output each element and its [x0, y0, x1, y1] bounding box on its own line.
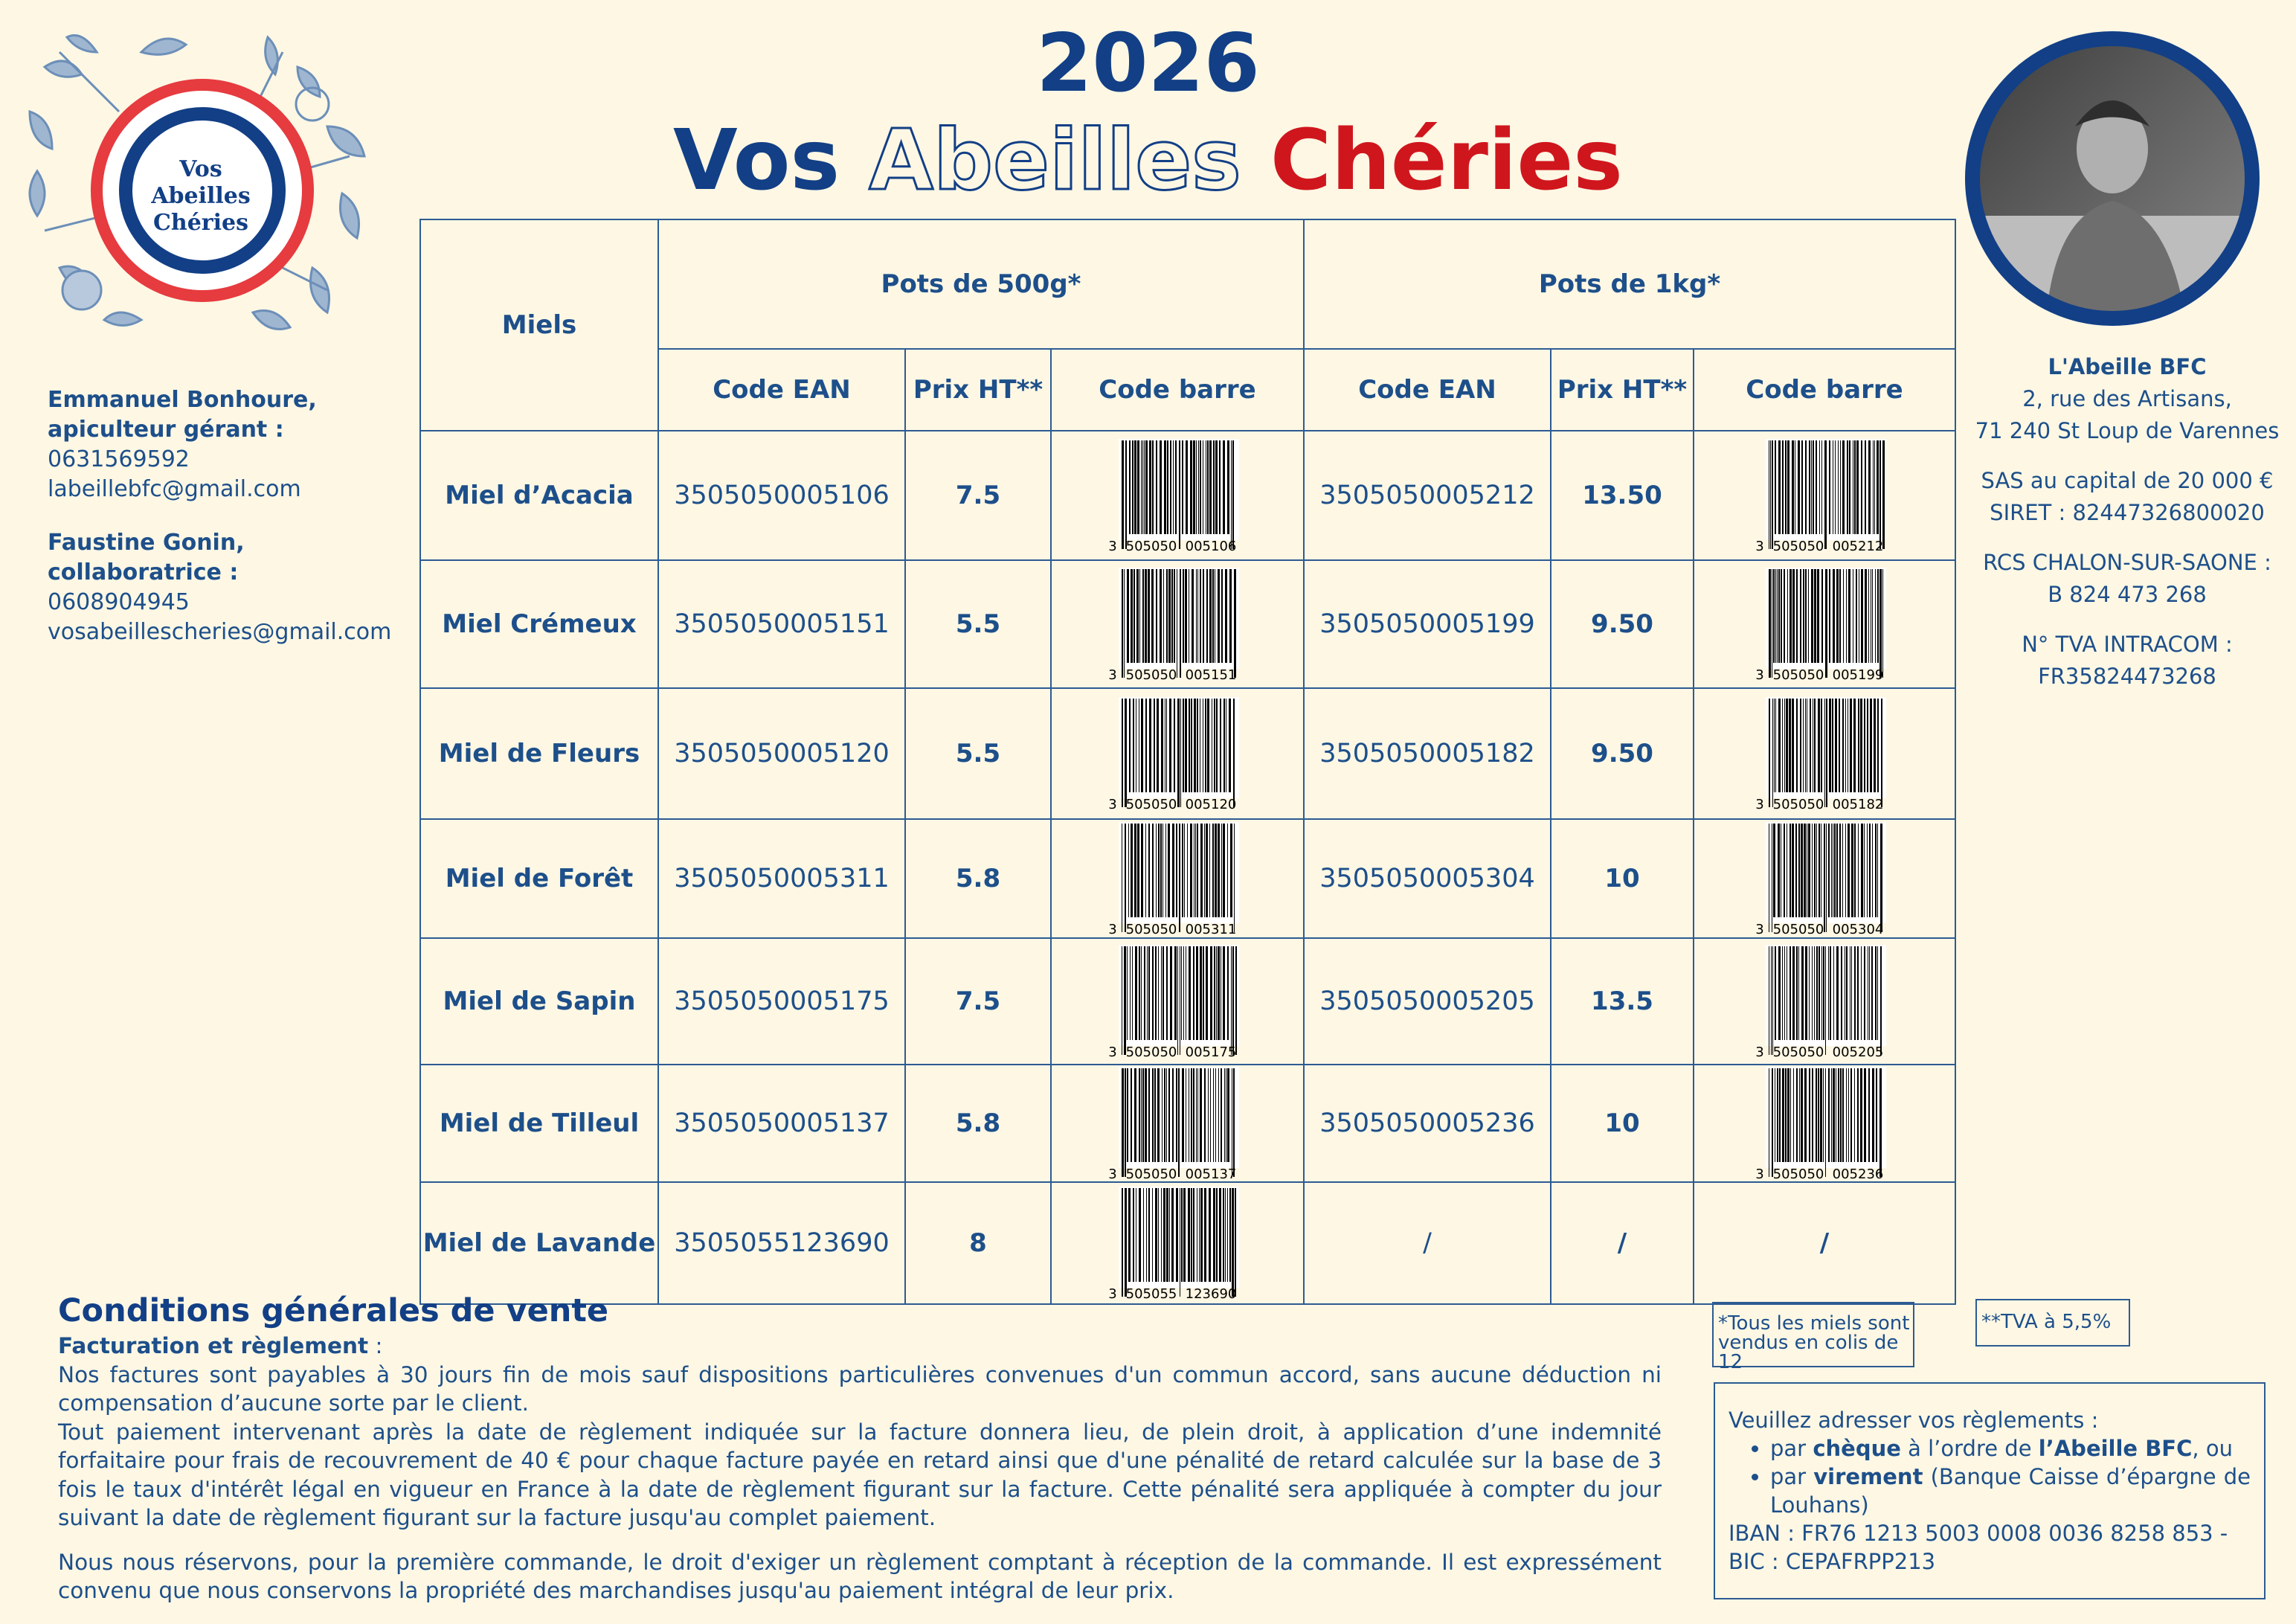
barcode-icon: [1107, 945, 1248, 1058]
barcode-icon: [1107, 568, 1248, 681]
payment-bic: BIC : CEPAFRPP213: [1729, 1549, 1936, 1574]
company-rcs: RCS CHALON-SUR-SAONE :: [1983, 550, 2271, 575]
cgv-title: Conditions générales de vente: [58, 1292, 609, 1329]
company-address: 71 240 St Loup de Varennes: [1975, 418, 2280, 443]
barcode-icon: [1107, 1067, 1248, 1180]
barcode-1kg: [1694, 819, 1955, 938]
barcode-icon: [1754, 945, 1895, 1058]
honey-name: Miel de Fleurs: [420, 688, 658, 819]
barcode-500g: [1051, 938, 1304, 1065]
contact-phone[interactable]: 0631569592: [48, 446, 190, 472]
barcode-digits: 505050: [1772, 539, 1824, 552]
col-ean: Code EAN: [658, 349, 905, 431]
barcode-icon: [1754, 439, 1895, 552]
price-1kg: 10: [1551, 1065, 1694, 1182]
barcode-1kg: [1694, 1065, 1955, 1182]
barcode-digits: 505050: [1772, 1166, 1824, 1180]
barcode-1kg: /: [1694, 1182, 1955, 1304]
honey-name: Miel Crémeux: [420, 560, 658, 688]
note-tva: **TVA à 5,5%: [1975, 1299, 2130, 1347]
barcode-digits: 505050: [1125, 539, 1177, 552]
contact-block: [48, 385, 317, 504]
table-row: [420, 938, 1955, 1065]
barcode-digits: 005182: [1832, 797, 1884, 810]
contact-email[interactable]: vosabeillescheries@gmail.com: [48, 619, 392, 645]
barcode-digits: 005236: [1832, 1166, 1884, 1180]
barcode-icon: [1754, 1067, 1895, 1180]
note-colis: *Tous les miels sont vendus en colis de 12: [1712, 1302, 1914, 1367]
barcode-icon: [1754, 822, 1895, 935]
price-500g: 5.8: [905, 819, 1051, 938]
title-part: Vos: [673, 112, 840, 209]
col-miels: Miels: [420, 219, 658, 431]
company-tva: N° TVA INTRACOM :: [2022, 632, 2233, 657]
contact-phone[interactable]: 0608904945: [48, 589, 190, 615]
contact-name: Emmanuel Bonhoure,: [48, 387, 317, 413]
barcode-digits: 005212: [1832, 539, 1884, 552]
col-ean: Code EAN: [1304, 349, 1551, 431]
barcode-digits: 3: [1108, 1044, 1117, 1058]
company-name: L'Abeille BFC: [2048, 354, 2207, 379]
cgv-paragraph: Nos factures sont payables à 30 jours fin de mois sauf dispositions particulières convenues d'un commun accord, sans aucune déduction ni compensation d’aucune sorte par le client.: [58, 1361, 1662, 1416]
barcode-500g: [1051, 560, 1304, 688]
price-1kg: /: [1551, 1182, 1694, 1304]
price-1kg: 9.50: [1551, 560, 1694, 688]
contact-role: apiculteur gérant :: [48, 417, 284, 443]
company-tva: FR35824473268: [2038, 664, 2216, 689]
contact-block: [48, 528, 391, 647]
barcode-500g: [1051, 1182, 1304, 1304]
barcode-digits: 505050: [1125, 1044, 1177, 1058]
company-address: 2, rue des Artisans,: [2022, 386, 2232, 411]
barcode-digits: 505050: [1772, 667, 1824, 681]
year-title: 2026: [1036, 17, 1260, 110]
barcode-icon: [1107, 697, 1248, 810]
ean-500g: 3505050005311: [658, 819, 905, 938]
payment-iban: IBAN : FR76 1213 5003 0008 0036 8258 853 -: [1729, 1521, 2228, 1546]
title-part: Abeilles: [869, 112, 1241, 209]
col-barre: Code barre: [1051, 349, 1304, 431]
barcode-digits: 3: [1755, 797, 1764, 810]
barcode-digits: 123690: [1185, 1286, 1237, 1300]
ean-1kg: 3505050005199: [1304, 560, 1551, 688]
honey-name: Miel de Sapin: [420, 938, 658, 1065]
col-prix: Prix HT**: [905, 349, 1051, 431]
table-row: [420, 688, 1955, 819]
payment-box: [1714, 1382, 2266, 1599]
barcode-digits: 3: [1755, 667, 1764, 681]
ean-500g: 3505055123690: [658, 1182, 905, 1304]
price-1kg: 9.50: [1551, 688, 1694, 819]
price-500g: 7.5: [905, 431, 1051, 560]
barcode-digits: 505050: [1772, 1044, 1824, 1058]
logo-line: Abeilles: [151, 183, 251, 209]
barcode-digits: 005151: [1185, 667, 1237, 681]
barcode-icon: [1107, 439, 1248, 552]
barcode-digits: 505050: [1125, 922, 1177, 935]
price-500g: 7.5: [905, 938, 1051, 1065]
honey-name: Miel d’Acacia: [420, 431, 658, 560]
barcode-digits: 3: [1108, 667, 1117, 681]
barcode-digits: 505050: [1125, 1166, 1177, 1180]
barcode-digits: 505050: [1772, 922, 1824, 935]
cgv-subtitle-suffix: :: [368, 1333, 383, 1358]
table-row: [420, 1065, 1955, 1182]
table-row: [420, 560, 1955, 688]
barcode-digits: 005120: [1185, 797, 1237, 810]
honey-name: Miel de Tilleul: [420, 1065, 658, 1182]
table-row: [420, 819, 1955, 938]
barcode-digits: 005199: [1832, 667, 1884, 681]
ean-500g: 3505050005106: [658, 431, 905, 560]
barcode-icon: [1107, 822, 1248, 935]
barcode-digits: 3: [1108, 1286, 1117, 1300]
ean-1kg: 3505050005304: [1304, 819, 1551, 938]
ean-1kg: 3505050005182: [1304, 688, 1551, 819]
ean-1kg: 3505050005236: [1304, 1065, 1551, 1182]
barcode-digits: 505050: [1125, 797, 1177, 810]
barcode-1kg: [1694, 431, 1955, 560]
barcode-digits: 3: [1108, 797, 1117, 810]
barcode-icon: [1754, 697, 1895, 810]
page-title: [0, 112, 2296, 209]
price-500g: 5.5: [905, 688, 1051, 819]
ean-1kg: /: [1304, 1182, 1551, 1304]
price-500g: 5.8: [905, 1065, 1051, 1182]
ean-500g: 3505050005137: [658, 1065, 905, 1182]
company-info: [1964, 351, 2291, 693]
cgv-paragraph: Tout paiement intervenant après la date de règlement indiquée sur la facture donnera lieu, de plein droit, à application d’une indemnité forfaitaire pour frais de recouvrement de 40 € pour chaque facture payée en retard ainsi que d'une pénalité de retard calculée sur la base de 3 fois le taux d'intérêt légal en vigueur en France à la date de règlement figurant sur la facture. Cette pénalité sera appliquée à compter du jour suivant la date de règlement figurant sur la facture jusqu'au complet paiement.: [58, 1419, 1662, 1530]
barcode-500g: [1051, 431, 1304, 560]
cgv-subtitle: Facturation et règlement: [58, 1333, 369, 1358]
price-500g: 8: [905, 1182, 1051, 1304]
company-rcs: B 824 473 268: [2048, 582, 2207, 607]
barcode-500g: [1051, 1065, 1304, 1182]
logo-line: Vos: [179, 156, 222, 182]
price-1kg: 13.50: [1551, 431, 1694, 560]
table-row: [420, 1182, 1955, 1304]
barcode-digits: 3: [1108, 922, 1117, 935]
honey-name: Miel de Lavande: [420, 1182, 658, 1304]
barcode-digits: 005175: [1185, 1044, 1237, 1058]
honey-name: Miel de Forêt: [420, 819, 658, 938]
barcode-digits: 3: [1755, 1166, 1764, 1180]
barcode-digits: 3: [1755, 539, 1764, 552]
barcode-digits: 3: [1755, 922, 1764, 935]
barcode-digits: 005304: [1832, 922, 1884, 935]
barcode-icon: [1107, 1187, 1248, 1300]
barcode-icon: [1754, 568, 1895, 681]
cgv-paragraph: Nous nous réservons, pour la première commande, le droit d'exiger un règlement comptant à réception de la commande. Il est expressément convenu que nous conservons la propriété des marchandises jusqu'au paiement intégral de leur prix.: [58, 1549, 1662, 1603]
col-barre: Code barre: [1694, 349, 1955, 431]
payment-intro: Veuillez adresser vos règlements :: [1729, 1408, 2099, 1433]
group-1kg: Pots de 1kg*: [1304, 219, 1955, 349]
barcode-digits: 3: [1108, 1166, 1117, 1180]
beekeeper-photo: [1964, 30, 2261, 327]
barcode-digits: 3: [1755, 1044, 1764, 1058]
company-siret: SIRET : 82447326800020: [1990, 500, 2265, 525]
price-500g: 5.5: [905, 560, 1051, 688]
barcode-1kg: [1694, 560, 1955, 688]
table-row: [420, 431, 1955, 560]
barcode-digits: 505050: [1772, 797, 1824, 810]
price-1kg: 10: [1551, 819, 1694, 938]
barcode-digits: 005205: [1832, 1044, 1884, 1058]
price-1kg: 13.5: [1551, 938, 1694, 1065]
barcode-digits: 005137: [1185, 1166, 1237, 1180]
contact-email[interactable]: labeillebfc@gmail.com: [48, 476, 301, 502]
col-prix: Prix HT**: [1551, 349, 1694, 431]
barcode-digits: 005106: [1185, 539, 1237, 552]
payment-cheque: • par chèque à l’ordre de l’Abeille BFC, ou: [1770, 1434, 2251, 1463]
contact-role: collaboratrice :: [48, 559, 239, 585]
barcode-digits: 3: [1108, 539, 1117, 552]
barcode-digits: 505055: [1125, 1286, 1177, 1300]
barcode-500g: [1051, 688, 1304, 819]
barcode-500g: [1051, 819, 1304, 938]
price-table: [419, 219, 1956, 1305]
cgv-section: [58, 1290, 1662, 1605]
logo-line: Chéries: [153, 210, 248, 236]
barcode-digits: 505050: [1125, 667, 1177, 681]
payment-virement: • par virement (Banque Caisse d’épargne de Louhans): [1770, 1463, 2251, 1519]
title-part: Chéries: [1270, 112, 1623, 209]
ean-500g: 3505050005175: [658, 938, 905, 1065]
barcode-digits: 005311: [1185, 922, 1237, 935]
barcode-1kg: [1694, 938, 1955, 1065]
ean-500g: 3505050005120: [658, 688, 905, 819]
ean-500g: 3505050005151: [658, 560, 905, 688]
group-500g: Pots de 500g*: [658, 219, 1304, 349]
barcode-1kg: [1694, 688, 1955, 819]
contact-name: Faustine Gonin,: [48, 530, 245, 556]
company-capital: SAS au capital de 20 000 €: [1981, 468, 2274, 493]
ean-1kg: 3505050005205: [1304, 938, 1551, 1065]
ean-1kg: 3505050005212: [1304, 431, 1551, 560]
